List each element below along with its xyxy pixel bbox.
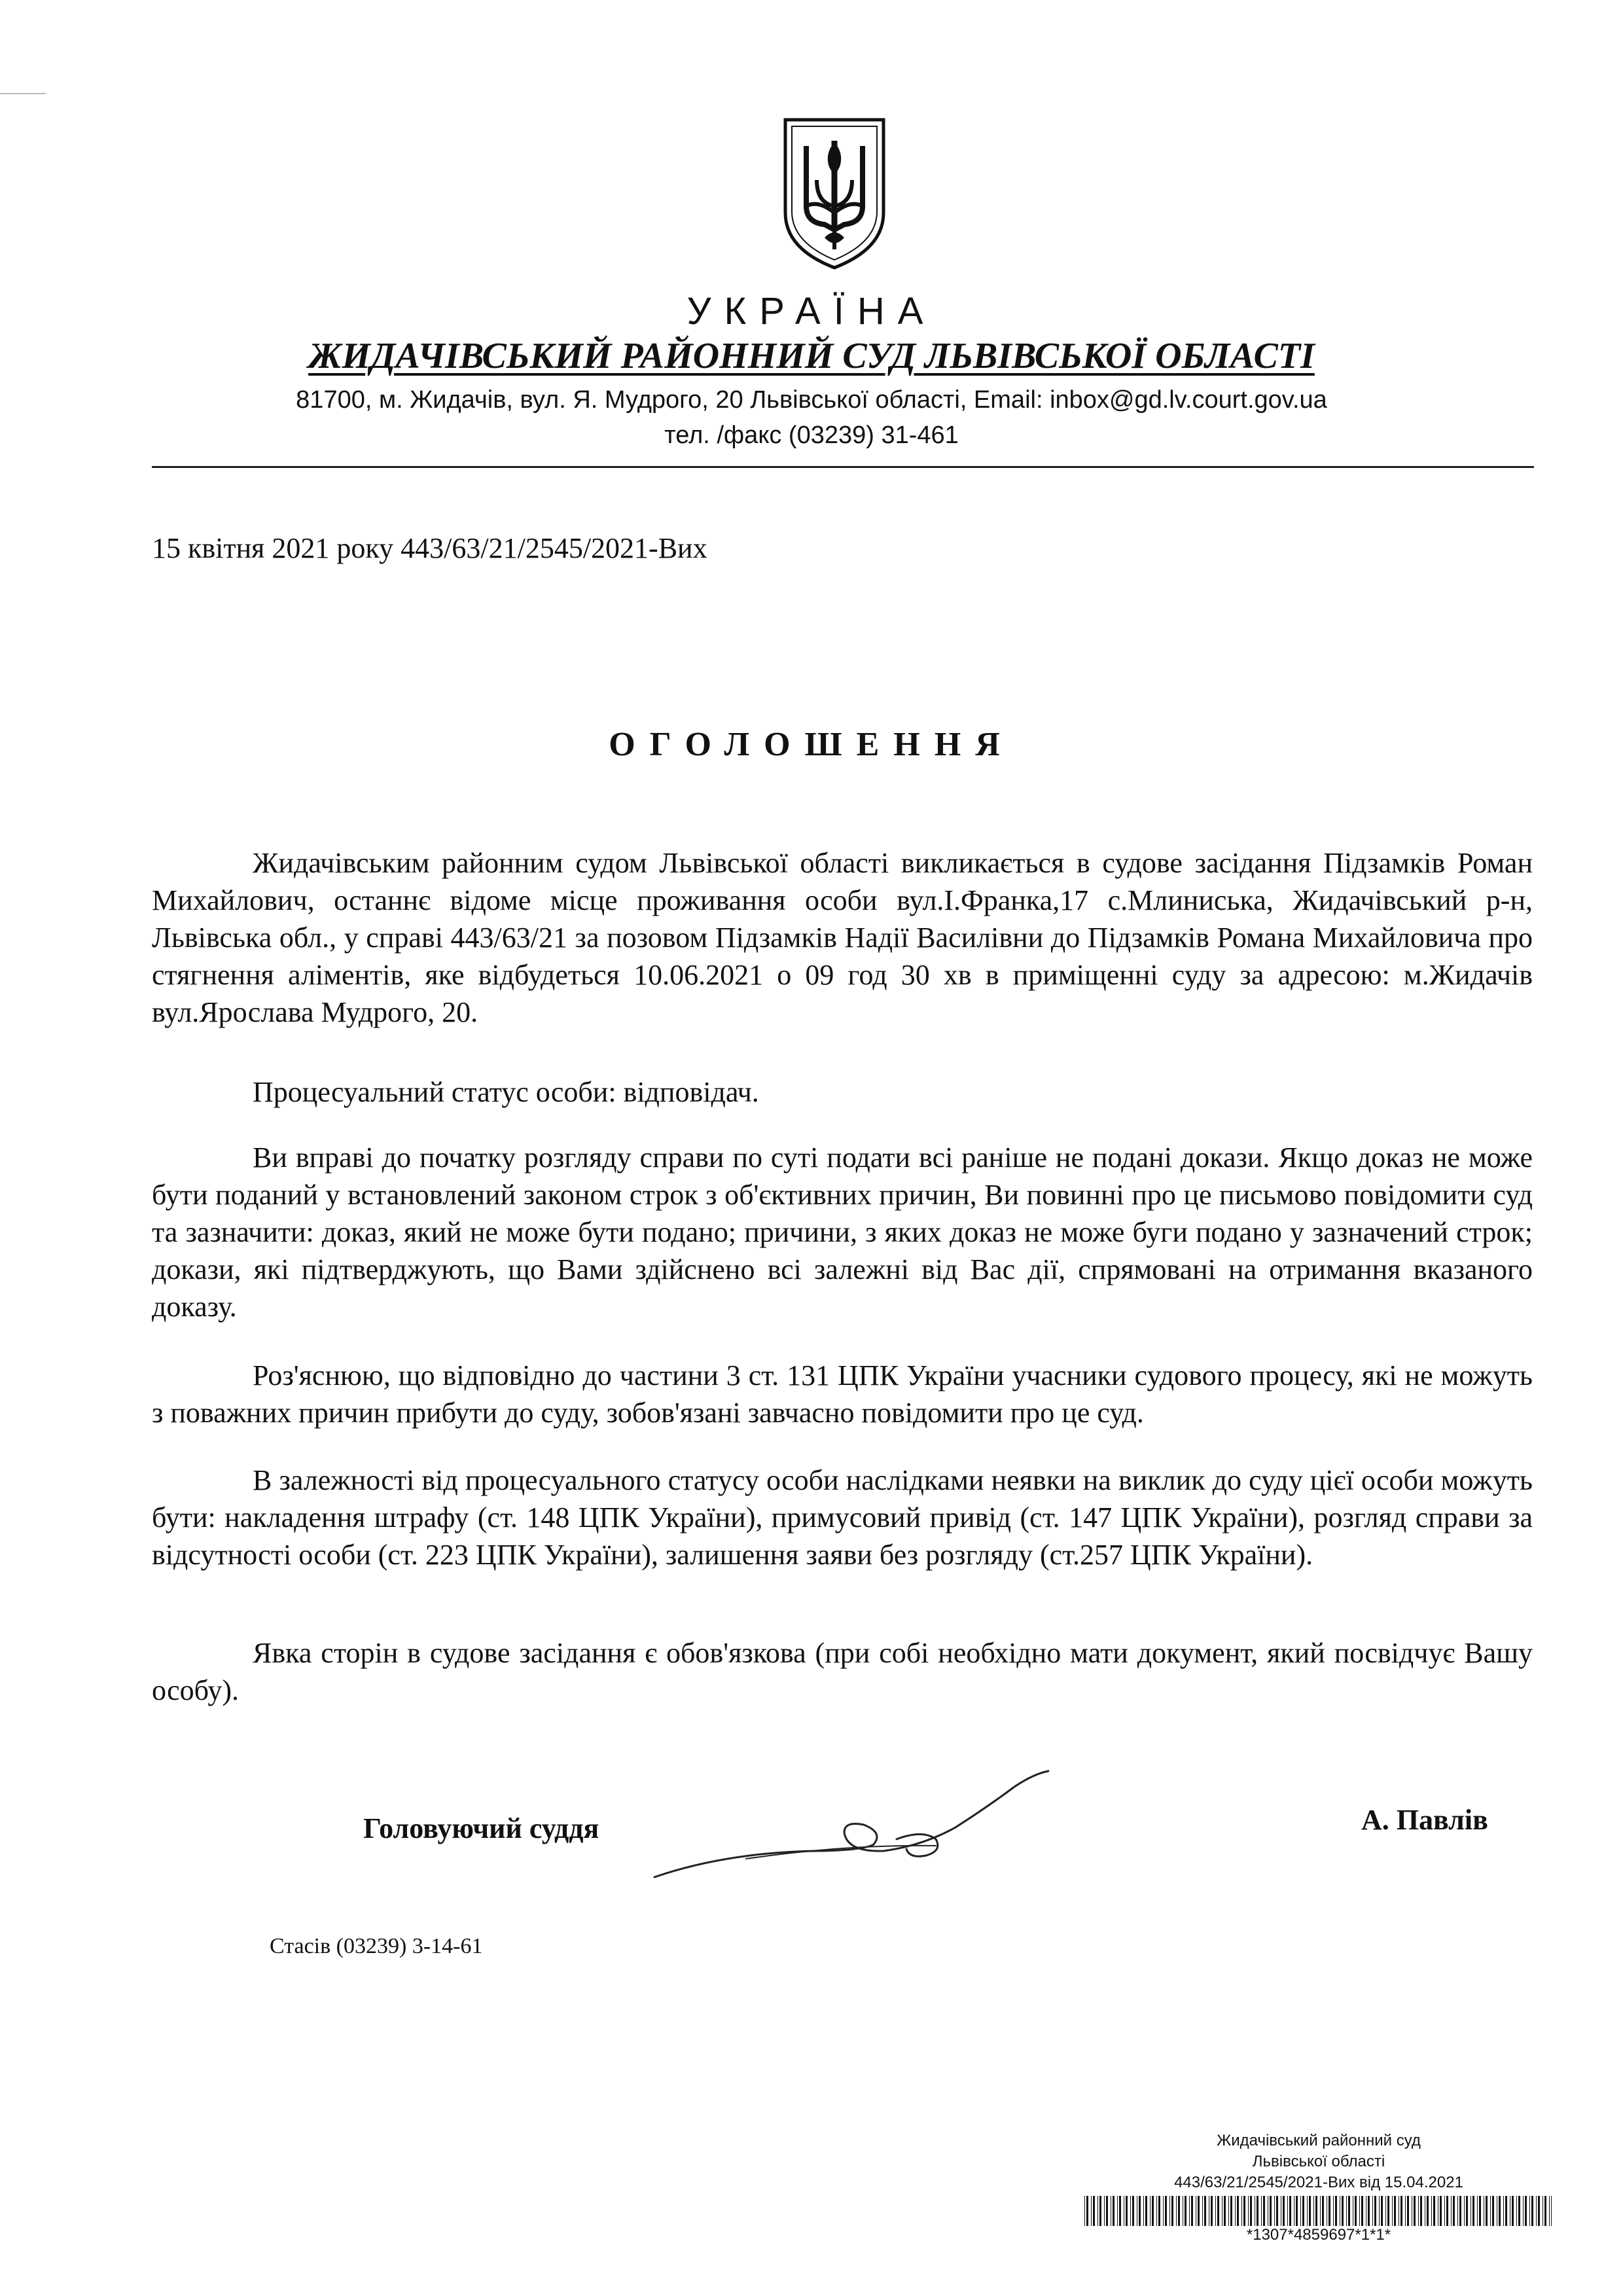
- barcode-bar: [1099, 2196, 1101, 2226]
- barcode-bar: [1106, 2196, 1108, 2226]
- barcode-bar: [1544, 2196, 1546, 2226]
- barcode-bar: [1379, 2196, 1380, 2226]
- clerk-contact: Стасів (03239) 3-14-61: [270, 1934, 483, 1958]
- barcode-bar: [1261, 2196, 1262, 2226]
- barcode-bar: [1163, 2196, 1164, 2226]
- barcode-bar: [1505, 2196, 1507, 2226]
- barcode-bar: [1372, 2196, 1373, 2226]
- barcode-bar: [1243, 2196, 1245, 2226]
- stamp-court-name: Жидачівський районний суд: [1217, 2132, 1421, 2149]
- barcode-bar: [1270, 2196, 1272, 2226]
- document-title: ОГОЛОШЕННЯ: [609, 726, 1014, 763]
- barcode-bar: [1538, 2196, 1540, 2226]
- barcode-bar: [1307, 2196, 1308, 2226]
- barcode-bar: [1523, 2196, 1524, 2226]
- barcode-bar: [1335, 2196, 1337, 2226]
- registration-stamp: [1083, 2130, 1554, 2244]
- barcode-bar: [1342, 2196, 1344, 2226]
- barcode-bar: [1152, 2196, 1154, 2226]
- barcode-bar: [1486, 2196, 1488, 2226]
- barcode-bar: [1217, 2196, 1219, 2226]
- barcode-bar: [1276, 2196, 1278, 2226]
- barcode-bar: [1093, 2196, 1095, 2226]
- barcode-bar: [1176, 2196, 1177, 2226]
- barcode-bar: [1518, 2196, 1520, 2226]
- barcode-bar: [1086, 2196, 1088, 2226]
- paragraph-summons: Жидачівським районним судом Львівської області викликається в судове засідання Підзамків Роман Михайлович, останнє відоме місце проживання особи вул.І.Франка,17 с.Млиниська, Жидачівський р-н, Львівська обл., у справі 443/63/21 за позовом Підзамків Надії Василівни до Підзамків Романа Михайловича про стягнення аліментів, яке відбудеться 10.06.2021 о 09 год 30 хв в приміщенні суду за адресою: м.Жидачів вул.Ярослава Мудрого, 20.: [152, 847, 1533, 1028]
- barcode-bar: [1198, 2196, 1200, 2226]
- paragraph-attendance: Явка сторін в судове засідання є обов'язкова (при собі необхідно мати документ, який посвідчує Вашу особу).: [152, 1637, 1533, 1706]
- barcode-bar: [1117, 2196, 1118, 2226]
- barcode-bar: [1405, 2196, 1406, 2226]
- judge-role: Головуючий суддя: [363, 1812, 599, 1844]
- barcode-bar: [1263, 2196, 1265, 2226]
- barcode-bar: [1322, 2196, 1324, 2226]
- barcode-bar: [1451, 2196, 1452, 2226]
- handwritten-signature: [648, 1767, 1067, 1892]
- barcode-bar: [1237, 2196, 1239, 2226]
- barcode-bar: [1503, 2196, 1504, 2226]
- barcode-bar: [1215, 2196, 1216, 2226]
- barcode-bar: [1158, 2196, 1160, 2226]
- barcode-bar: [1224, 2196, 1226, 2226]
- barcode-bar: [1512, 2196, 1514, 2226]
- barcode-bar: [1320, 2196, 1321, 2226]
- barcode-bar: [1453, 2196, 1455, 2226]
- header-divider: [152, 466, 1534, 468]
- barcode-bar: [1235, 2196, 1236, 2226]
- barcode-bar: [1302, 2196, 1304, 2226]
- barcode-bar: [1420, 2196, 1422, 2226]
- barcode-bar: [1241, 2196, 1242, 2226]
- barcode-bar: [1394, 2196, 1396, 2226]
- judge-name: А. Павлів: [1361, 1804, 1488, 1836]
- barcode-bar: [1126, 2196, 1128, 2226]
- barcode-bar: [1113, 2196, 1115, 2226]
- barcode-bar: [1477, 2196, 1478, 2226]
- barcode-bar: [1348, 2196, 1350, 2226]
- barcode-bar: [1385, 2196, 1386, 2226]
- barcode-bar: [1472, 2196, 1474, 2226]
- barcode-bar: [1407, 2196, 1409, 2226]
- barcode-bar: [1178, 2196, 1180, 2226]
- barcode-bar: [1132, 2196, 1134, 2226]
- barcode-bar: [1525, 2196, 1527, 2226]
- barcode-bar: [1490, 2196, 1491, 2226]
- barcode-bar: [1529, 2196, 1530, 2226]
- barcode-bar: [1300, 2196, 1301, 2226]
- stamp-region: Львівської області: [1252, 2153, 1385, 2170]
- barcode-bar: [1381, 2196, 1383, 2226]
- barcode-bar: [1531, 2196, 1533, 2226]
- barcode-bar: [1516, 2196, 1517, 2226]
- barcode: [1083, 2196, 1554, 2226]
- barcode-bar: [1248, 2196, 1249, 2226]
- stamp-reference: 443/63/21/2545/2021-Вих від 15.04.2021: [1174, 2174, 1463, 2191]
- date-reference-line: 15 квітня 2021 року 443/63/21/2545/2021-Вих: [152, 532, 707, 564]
- barcode-bar: [1228, 2196, 1229, 2226]
- barcode-bar: [1355, 2196, 1357, 2226]
- country-name: УКРАЇНА: [687, 290, 936, 332]
- barcode-bar: [1143, 2196, 1144, 2226]
- barcode-bar: [1202, 2196, 1203, 2226]
- paragraph-status: Процесуальний статус особи: відповідач.: [253, 1076, 759, 1108]
- court-address: 81700, м. Жидачів, вул. Я. Мудрого, 20 Львівської області, Email: inbox@gd.lv.court.gov.ua: [296, 386, 1327, 414]
- barcode-bar: [1189, 2196, 1190, 2226]
- court-phone: тел. /факс (03239) 31-461: [664, 422, 959, 449]
- barcode-bar: [1459, 2196, 1461, 2226]
- barcode-bar: [1333, 2196, 1334, 2226]
- barcode-bar: [1414, 2196, 1416, 2226]
- barcode-bar: [1466, 2196, 1468, 2226]
- coat-of-arms-icon: [779, 115, 890, 272]
- barcode-bar: [1551, 2196, 1552, 2226]
- barcode-bar: [1440, 2196, 1442, 2226]
- barcode-bar: [1191, 2196, 1193, 2226]
- barcode-bar: [1169, 2196, 1170, 2226]
- barcode-bar: [1464, 2196, 1465, 2226]
- barcode-bar: [1084, 2196, 1085, 2226]
- barcode-bar: [1536, 2196, 1537, 2226]
- paragraph-evidence: Ви вправі до початку розгляду справи по суті подати всі раніше не подані докази. Якщо доказ не може бути поданий у встановлений законом строк з об'єктивних причин, Ви повинні про це письмово повідомити суд та зазначити: доказ, який не може бути подано; причини, з яких доказ не може буги подано у зазначений строк; докази, які підтверджують, що Вами здійснено всі залежні від Вас дії, спрямовані на отримання вказаного доказу.: [152, 1141, 1533, 1323]
- barcode-bar: [1479, 2196, 1481, 2226]
- scan-edge-mark: [0, 93, 46, 94]
- barcode-bar: [1145, 2196, 1147, 2226]
- barcode-bar: [1230, 2196, 1232, 2226]
- barcode-bar: [1392, 2196, 1393, 2226]
- barcode-bar: [1130, 2196, 1131, 2226]
- barcode-bar: [1446, 2196, 1448, 2226]
- barcode-bar: [1361, 2196, 1363, 2226]
- barcode-bar: [1499, 2196, 1501, 2226]
- barcode-bar: [1091, 2196, 1092, 2226]
- barcode-bar: [1283, 2196, 1285, 2226]
- barcode-bar: [1444, 2196, 1445, 2226]
- barcode-bar: [1329, 2196, 1330, 2226]
- barcode-bar: [1250, 2196, 1252, 2226]
- barcode-bar: [1315, 2196, 1317, 2226]
- paragraph-consequences: В залежності від процесуального статусу особи наслідками неявки на виклик до суду цієї особи можуть бути: накладення штрафу (ст. 148 ЦПК України), примусовий привід (ст. 147 ЦПК України), розгляд справи за відсутності особи (ст. 223 ЦПК України), залишення заяви без розгляду (ст.257 ЦПК України).: [152, 1464, 1533, 1571]
- barcode-bar: [1400, 2196, 1402, 2226]
- barcode-number: *1307*4859697*1*1*: [1246, 2226, 1391, 2244]
- barcode-bar: [1309, 2196, 1311, 2226]
- barcode-bar: [1374, 2196, 1376, 2226]
- barcode-bar: [1171, 2196, 1173, 2226]
- barcode-bar: [1359, 2196, 1360, 2226]
- barcode-bar: [1185, 2196, 1186, 2226]
- barcode-bar: [1165, 2196, 1167, 2226]
- barcode-bar: [1289, 2196, 1291, 2226]
- barcode-bar: [1156, 2196, 1157, 2226]
- barcode-bar: [1296, 2196, 1298, 2226]
- paragraph-notice: Роз'яснюю, що відповідно до частини 3 ст. 131 ЦПК України учасники судового процесу, які не можуть з поважних причин прибути до суду, зобов'язані завчасно повідомити про це суд.: [152, 1359, 1533, 1429]
- barcode-bar: [1104, 2196, 1105, 2226]
- barcode-bar: [1211, 2196, 1213, 2226]
- barcode-bar: [1427, 2196, 1429, 2226]
- barcode-bar: [1139, 2196, 1141, 2226]
- barcode-bar: [1097, 2196, 1098, 2226]
- barcode-bar: [1287, 2196, 1288, 2226]
- barcode-bar: [1368, 2196, 1370, 2226]
- barcode-bar: [1204, 2196, 1206, 2226]
- barcode-bar: [1431, 2196, 1432, 2226]
- barcode-bar: [1457, 2196, 1458, 2226]
- barcode-bar: [1492, 2196, 1494, 2226]
- barcode-bar: [1274, 2196, 1275, 2226]
- barcode-bar: [1257, 2196, 1258, 2226]
- barcode-bar: [1346, 2196, 1347, 2226]
- barcode-bar: [1119, 2196, 1121, 2226]
- barcode-bar: [1313, 2196, 1314, 2226]
- barcode-bar: [1387, 2196, 1389, 2226]
- barcode-bar: [1433, 2196, 1435, 2226]
- court-name: ЖИДАЧІВСЬКИЙ РАЙОННИЙ СУД ЛЬВІВСЬКОЇ ОБЛАСТІ: [308, 336, 1315, 376]
- barcode-bar: [1549, 2196, 1550, 2226]
- barcode-bar: [1418, 2196, 1419, 2226]
